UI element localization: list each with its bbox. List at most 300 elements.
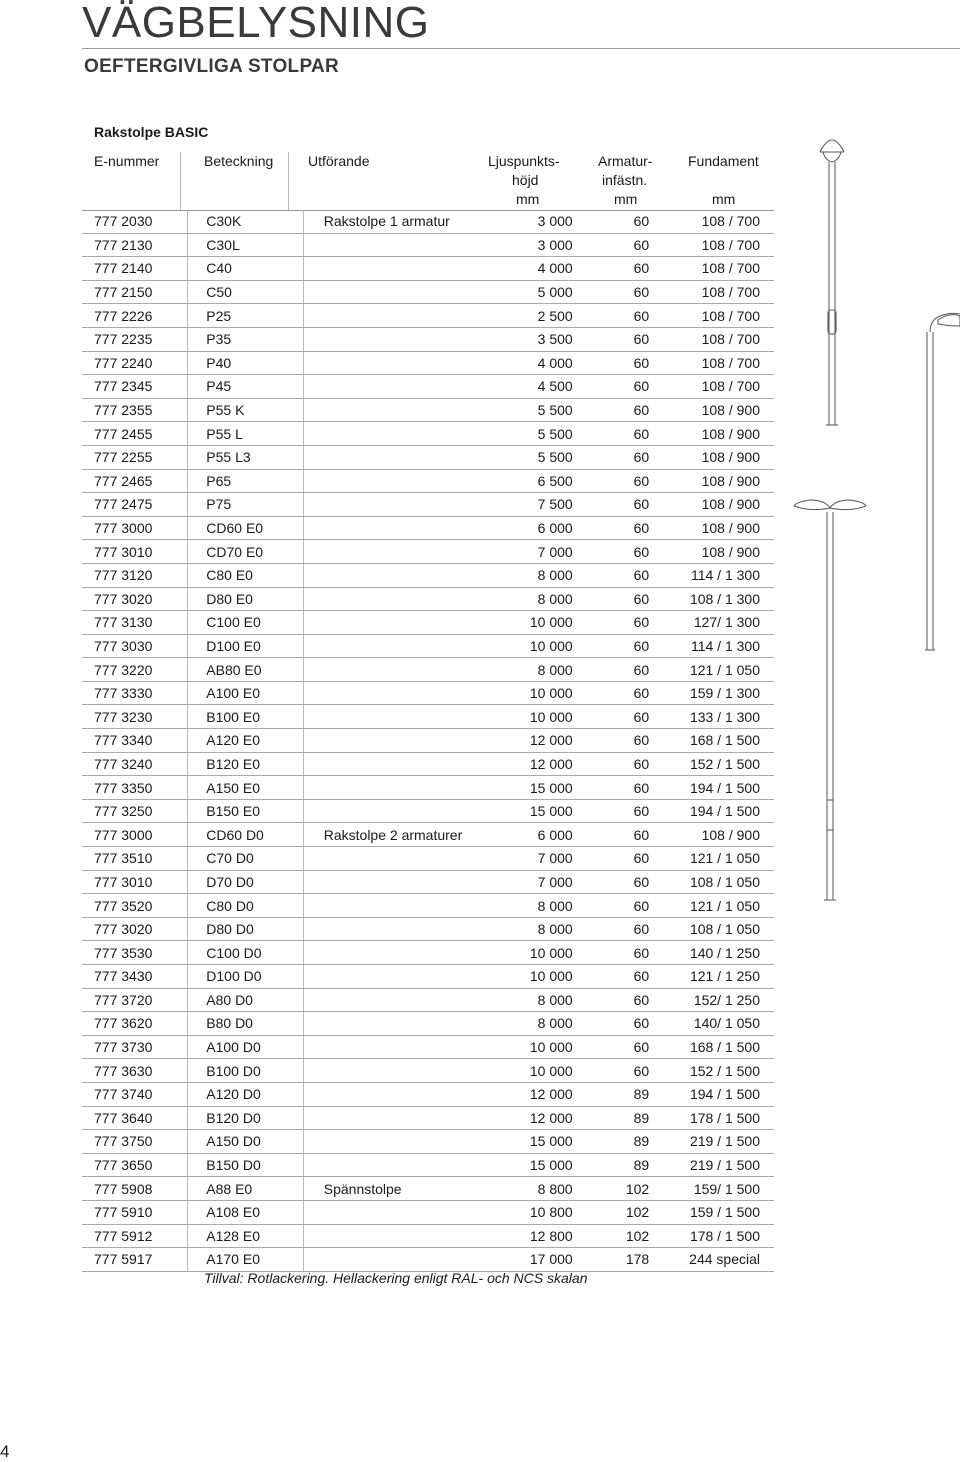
- cell-armaturinfastning: 60: [587, 257, 689, 281]
- cell-fundament: 108 / 700: [689, 257, 774, 281]
- cell-enummer: 777 3430: [82, 965, 188, 989]
- cell-fundament: 108 / 900: [689, 493, 774, 517]
- cell-utforande: [303, 493, 497, 517]
- cell-beteckning: A128 E0: [188, 1224, 303, 1248]
- cell-fundament: 108 / 900: [689, 516, 774, 540]
- cell-ljuspunktshojd: 10 000: [497, 1035, 587, 1059]
- cell-beteckning: C30L: [188, 233, 303, 257]
- cell-ljuspunktshojd: 10 800: [497, 1200, 587, 1224]
- cell-enummer: 777 2255: [82, 445, 188, 469]
- cell-utforande: [303, 965, 497, 989]
- cell-beteckning: P40: [188, 351, 303, 375]
- cell-beteckning: P65: [188, 469, 303, 493]
- cell-beteckning: D100 D0: [188, 965, 303, 989]
- cell-enummer: 777 3250: [82, 799, 188, 823]
- table-row: [82, 469, 774, 493]
- cell-fundament: 178 / 1 500: [689, 1224, 774, 1248]
- cell-ljuspunktshojd: 6 500: [497, 469, 587, 493]
- cell-utforande: [303, 1248, 497, 1272]
- cell-ljuspunktshojd: 5 500: [497, 422, 587, 446]
- cell-utforande: [303, 799, 497, 823]
- cell-fundament: 140/ 1 050: [689, 1012, 774, 1036]
- table-row: [82, 327, 774, 351]
- table-row: [82, 257, 774, 281]
- cell-armaturinfastning: 89: [587, 1153, 689, 1177]
- cell-utforande: [303, 729, 497, 753]
- header-armatur-unit: mm: [614, 191, 638, 207]
- cell-enummer: 777 3620: [82, 1012, 188, 1036]
- cell-beteckning: A150 E0: [188, 776, 303, 800]
- cell-beteckning: A80 D0: [188, 988, 303, 1012]
- cell-beteckning: P55 L: [188, 422, 303, 446]
- table-header: [82, 152, 774, 211]
- cell-ljuspunktshojd: 8 000: [497, 658, 587, 682]
- cell-utforande: [303, 540, 497, 564]
- cell-ljuspunktshojd: 8 000: [497, 587, 587, 611]
- cell-fundament: 108 / 700: [689, 280, 774, 304]
- table-row: [82, 705, 774, 729]
- cell-armaturinfastning: 60: [587, 375, 689, 399]
- header-divider: [180, 152, 181, 210]
- cell-fundament: 108 / 900: [689, 469, 774, 493]
- cell-fundament: 108 / 1 300: [689, 587, 774, 611]
- cell-utforande: [303, 988, 497, 1012]
- table-row: [82, 540, 774, 564]
- cell-armaturinfastning: 60: [587, 988, 689, 1012]
- cell-armaturinfastning: 89: [587, 1082, 689, 1106]
- cell-armaturinfastning: 60: [587, 823, 689, 847]
- cell-ljuspunktshojd: 10 000: [497, 634, 587, 658]
- cell-enummer: 777 3350: [82, 776, 188, 800]
- cell-fundament: 121 / 1 050: [689, 847, 774, 871]
- table-row: [82, 304, 774, 328]
- cell-ljuspunktshojd: 17 000: [497, 1248, 587, 1272]
- cell-enummer: 777 5917: [82, 1248, 188, 1272]
- cell-fundament: 108 / 900: [689, 398, 774, 422]
- cell-fundament: 121 / 1 050: [689, 894, 774, 918]
- table-row: [82, 233, 774, 257]
- cell-utforande: [303, 776, 497, 800]
- cell-beteckning: B150 E0: [188, 799, 303, 823]
- cell-utforande: [303, 847, 497, 871]
- cell-fundament: 108 / 700: [689, 375, 774, 399]
- cell-ljuspunktshojd: 7 000: [497, 540, 587, 564]
- cell-utforande: [303, 257, 497, 281]
- cell-beteckning: A100 D0: [188, 1035, 303, 1059]
- cell-enummer: 777 3000: [82, 823, 188, 847]
- cell-beteckning: B150 D0: [188, 1153, 303, 1177]
- cell-beteckning: B100 D0: [188, 1059, 303, 1083]
- cell-ljuspunktshojd: 3 500: [497, 327, 587, 351]
- cell-beteckning: B100 E0: [188, 705, 303, 729]
- cell-utforande: [303, 327, 497, 351]
- cell-armaturinfastning: 60: [587, 705, 689, 729]
- cell-armaturinfastning: 60: [587, 516, 689, 540]
- cell-utforande: [303, 1200, 497, 1224]
- header-ljuspunkt-line1: Ljuspunkts-: [488, 153, 560, 169]
- cell-enummer: 777 3120: [82, 563, 188, 587]
- table-row: [82, 1224, 774, 1248]
- cell-enummer: 777 3630: [82, 1059, 188, 1083]
- cell-armaturinfastning: 89: [587, 1106, 689, 1130]
- cell-ljuspunktshojd: 12 000: [497, 1106, 587, 1130]
- cell-ljuspunktshojd: 8 000: [497, 1012, 587, 1036]
- cell-enummer: 777 3510: [82, 847, 188, 871]
- cell-enummer: 777 3330: [82, 681, 188, 705]
- table-row: [82, 1153, 774, 1177]
- cell-fundament: 108 / 700: [689, 304, 774, 328]
- page-title: VÄGBELYSNING: [82, 0, 430, 47]
- table-row: [82, 422, 774, 446]
- pole-single-globe-icon: [820, 140, 844, 425]
- cell-beteckning: AB80 E0: [188, 658, 303, 682]
- cell-beteckning: C70 D0: [188, 847, 303, 871]
- cell-fundament: 108 / 1 050: [689, 870, 774, 894]
- table-row: [82, 351, 774, 375]
- cell-utforande: Rakstolpe 1 armatur: [303, 210, 497, 233]
- cell-enummer: 777 3720: [82, 988, 188, 1012]
- cell-utforande: [303, 1012, 497, 1036]
- cell-enummer: 777 3530: [82, 941, 188, 965]
- cell-utforande: [303, 870, 497, 894]
- cell-armaturinfastning: 102: [587, 1177, 689, 1201]
- cell-armaturinfastning: 178: [587, 1248, 689, 1272]
- table-row: [82, 847, 774, 871]
- cell-ljuspunktshojd: 10 000: [497, 705, 587, 729]
- table-row: [82, 752, 774, 776]
- cell-fundament: 121 / 1 250: [689, 965, 774, 989]
- table-row: [82, 493, 774, 517]
- table-row: [82, 634, 774, 658]
- cell-armaturinfastning: 60: [587, 1012, 689, 1036]
- cell-armaturinfastning: 60: [587, 752, 689, 776]
- cell-fundament: 194 / 1 500: [689, 776, 774, 800]
- page-number: 4: [0, 1442, 10, 1461]
- page-subtitle: OEFTERGIVLIGA STOLPAR: [84, 56, 340, 77]
- cell-enummer: 777 2030: [82, 210, 188, 233]
- cell-enummer: 777 2455: [82, 422, 188, 446]
- cell-beteckning: C30K: [188, 210, 303, 233]
- cell-enummer: 777 3520: [82, 894, 188, 918]
- cell-utforande: [303, 587, 497, 611]
- cell-ljuspunktshojd: 8 000: [497, 917, 587, 941]
- cell-fundament: 121 / 1 050: [689, 658, 774, 682]
- cell-utforande: [303, 445, 497, 469]
- cell-enummer: 777 5908: [82, 1177, 188, 1201]
- cell-beteckning: C50: [188, 280, 303, 304]
- cell-beteckning: P75: [188, 493, 303, 517]
- cell-utforande: [303, 469, 497, 493]
- header-ljuspunkt-line2: höjd: [512, 172, 539, 188]
- cell-armaturinfastning: 60: [587, 304, 689, 328]
- cell-utforande: [303, 233, 497, 257]
- cell-fundament: 108 / 900: [689, 823, 774, 847]
- table-row: [82, 1177, 774, 1201]
- product-table: [82, 210, 774, 1272]
- cell-enummer: 777 2355: [82, 398, 188, 422]
- table-row: [82, 1059, 774, 1083]
- cell-armaturinfastning: 60: [587, 233, 689, 257]
- cell-beteckning: D80 E0: [188, 587, 303, 611]
- cell-ljuspunktshojd: 10 000: [497, 611, 587, 635]
- cell-ljuspunktshojd: 7 000: [497, 870, 587, 894]
- table-row: [82, 445, 774, 469]
- header-beteckning: Beteckning: [204, 153, 274, 169]
- cell-utforande: [303, 752, 497, 776]
- table-row: [82, 917, 774, 941]
- header-armatur-line1: Armatur-: [598, 153, 653, 169]
- cell-enummer: 777 2140: [82, 257, 188, 281]
- pole-single-bracket-icon: [925, 313, 960, 650]
- cell-enummer: 777 3750: [82, 1130, 188, 1154]
- cell-utforande: [303, 398, 497, 422]
- table-row: [82, 563, 774, 587]
- cell-enummer: 777 2465: [82, 469, 188, 493]
- cell-armaturinfastning: 102: [587, 1224, 689, 1248]
- cell-ljuspunktshojd: 3 000: [497, 233, 587, 257]
- table-row: [82, 1200, 774, 1224]
- cell-utforande: [303, 1130, 497, 1154]
- cell-enummer: 777 2475: [82, 493, 188, 517]
- cell-utforande: [303, 1082, 497, 1106]
- cell-enummer: 777 3650: [82, 1153, 188, 1177]
- cell-armaturinfastning: 60: [587, 398, 689, 422]
- cell-fundament: 178 / 1 500: [689, 1106, 774, 1130]
- cell-enummer: 777 3010: [82, 870, 188, 894]
- cell-fundament: 168 / 1 500: [689, 729, 774, 753]
- cell-beteckning: B80 D0: [188, 1012, 303, 1036]
- cell-utforande: [303, 563, 497, 587]
- cell-utforande: [303, 351, 497, 375]
- table-row: [82, 375, 774, 399]
- cell-armaturinfastning: 60: [587, 563, 689, 587]
- cell-beteckning: CD60 E0: [188, 516, 303, 540]
- cell-fundament: 114 / 1 300: [689, 563, 774, 587]
- cell-beteckning: C80 E0: [188, 563, 303, 587]
- cell-armaturinfastning: 60: [587, 351, 689, 375]
- cell-ljuspunktshojd: 10 000: [497, 965, 587, 989]
- cell-armaturinfastning: 60: [587, 1059, 689, 1083]
- cell-utforande: [303, 1035, 497, 1059]
- table-row: [82, 1248, 774, 1272]
- cell-utforande: [303, 1059, 497, 1083]
- cell-beteckning: A120 E0: [188, 729, 303, 753]
- cell-beteckning: D80 D0: [188, 917, 303, 941]
- cell-fundament: 152 / 1 500: [689, 752, 774, 776]
- cell-ljuspunktshojd: 8 800: [497, 1177, 587, 1201]
- cell-ljuspunktshojd: 8 000: [497, 894, 587, 918]
- cell-enummer: 777 3640: [82, 1106, 188, 1130]
- cell-beteckning: A88 E0: [188, 1177, 303, 1201]
- table-row: [82, 1130, 774, 1154]
- cell-ljuspunktshojd: 15 000: [497, 776, 587, 800]
- cell-utforande: [303, 280, 497, 304]
- table-row: [82, 823, 774, 847]
- cell-fundament: 108 / 900: [689, 422, 774, 446]
- cell-ljuspunktshojd: 7 000: [497, 847, 587, 871]
- cell-ljuspunktshojd: 12 000: [497, 729, 587, 753]
- table-row: [82, 870, 774, 894]
- cell-ljuspunktshojd: 7 500: [497, 493, 587, 517]
- cell-armaturinfastning: 60: [587, 280, 689, 304]
- cell-beteckning: A120 D0: [188, 1082, 303, 1106]
- cell-ljuspunktshojd: 4 000: [497, 257, 587, 281]
- cell-utforande: [303, 1106, 497, 1130]
- header-armatur-line2: infästn.: [602, 172, 648, 188]
- cell-utforande: [303, 1153, 497, 1177]
- cell-armaturinfastning: 102: [587, 1200, 689, 1224]
- cell-beteckning: P45: [188, 375, 303, 399]
- cell-fundament: 108 / 700: [689, 210, 774, 233]
- cell-ljuspunktshojd: 6 000: [497, 823, 587, 847]
- cell-ljuspunktshojd: 3 000: [497, 210, 587, 233]
- cell-utforande: Spännstolpe: [303, 1177, 497, 1201]
- cell-armaturinfastning: 60: [587, 965, 689, 989]
- header-utforande: Utförande: [308, 153, 370, 169]
- cell-enummer: 777 2226: [82, 304, 188, 328]
- table-row: [82, 1012, 774, 1036]
- cell-utforande: Rakstolpe 2 armaturer: [303, 823, 497, 847]
- cell-enummer: 777 3020: [82, 587, 188, 611]
- cell-enummer: 777 2235: [82, 327, 188, 351]
- cell-armaturinfastning: 60: [587, 210, 689, 233]
- cell-utforande: [303, 917, 497, 941]
- table-row: [82, 799, 774, 823]
- cell-beteckning: A170 E0: [188, 1248, 303, 1272]
- cell-beteckning: A108 E0: [188, 1200, 303, 1224]
- cell-armaturinfastning: 60: [587, 634, 689, 658]
- cell-beteckning: P35: [188, 327, 303, 351]
- table-row: [82, 587, 774, 611]
- cell-fundament: 108 / 700: [689, 351, 774, 375]
- title-rule: [82, 48, 960, 49]
- cell-beteckning: P55 L3: [188, 445, 303, 469]
- cell-beteckning: A100 E0: [188, 681, 303, 705]
- header-fundament-unit: mm: [712, 191, 736, 207]
- cell-enummer: 777 3240: [82, 752, 188, 776]
- cell-fundament: 108 / 700: [689, 327, 774, 351]
- table-row: [82, 681, 774, 705]
- table-row: [82, 516, 774, 540]
- cell-fundament: 152/ 1 250: [689, 988, 774, 1012]
- cell-fundament: 159 / 1 500: [689, 1200, 774, 1224]
- cell-beteckning: B120 D0: [188, 1106, 303, 1130]
- cell-armaturinfastning: 60: [587, 422, 689, 446]
- cell-ljuspunktshojd: 4 000: [497, 351, 587, 375]
- cell-ljuspunktshojd: 12 800: [497, 1224, 587, 1248]
- header-enummer: E-nummer: [94, 153, 160, 169]
- cell-ljuspunktshojd: 10 000: [497, 1059, 587, 1083]
- cell-armaturinfastning: 60: [587, 658, 689, 682]
- cell-enummer: 777 2130: [82, 233, 188, 257]
- cell-ljuspunktshojd: 8 000: [497, 563, 587, 587]
- cell-enummer: 777 2345: [82, 375, 188, 399]
- cell-enummer: 777 3740: [82, 1082, 188, 1106]
- cell-beteckning: D70 D0: [188, 870, 303, 894]
- cell-utforande: [303, 894, 497, 918]
- table-row: [82, 1035, 774, 1059]
- cell-utforande: [303, 1224, 497, 1248]
- cell-enummer: 777 3020: [82, 917, 188, 941]
- section-title: Rakstolpe BASIC: [94, 124, 209, 140]
- cell-utforande: [303, 375, 497, 399]
- cell-armaturinfastning: 89: [587, 1130, 689, 1154]
- table-row: [82, 729, 774, 753]
- table-row: [82, 658, 774, 682]
- options-note: Tillval: Rotlackering. Hellackering enligt RAL- och NCS skalan: [204, 1270, 588, 1286]
- cell-enummer: 777 3220: [82, 658, 188, 682]
- cell-fundament: 219 / 1 500: [689, 1153, 774, 1177]
- cell-beteckning: C40: [188, 257, 303, 281]
- cell-fundament: 152 / 1 500: [689, 1059, 774, 1083]
- cell-beteckning: C100 D0: [188, 941, 303, 965]
- cell-beteckning: D100 E0: [188, 634, 303, 658]
- cell-beteckning: P55 K: [188, 398, 303, 422]
- cell-enummer: 777 3030: [82, 634, 188, 658]
- cell-fundament: 194 / 1 500: [689, 799, 774, 823]
- cell-armaturinfastning: 60: [587, 894, 689, 918]
- header-fundament: Fundament: [688, 153, 759, 169]
- cell-ljuspunktshojd: 5 500: [497, 398, 587, 422]
- cell-armaturinfastning: 60: [587, 469, 689, 493]
- cell-fundament: 133 / 1 300: [689, 705, 774, 729]
- cell-fundament: 244 special: [689, 1248, 774, 1272]
- cell-armaturinfastning: 60: [587, 847, 689, 871]
- cell-enummer: 777 3010: [82, 540, 188, 564]
- cell-ljuspunktshojd: 10 000: [497, 941, 587, 965]
- cell-fundament: 127/ 1 300: [689, 611, 774, 635]
- cell-beteckning: CD70 E0: [188, 540, 303, 564]
- cell-utforande: [303, 304, 497, 328]
- cell-armaturinfastning: 60: [587, 681, 689, 705]
- cell-ljuspunktshojd: 12 000: [497, 1082, 587, 1106]
- cell-armaturinfastning: 60: [587, 729, 689, 753]
- cell-fundament: 159/ 1 500: [689, 1177, 774, 1201]
- cell-enummer: 777 3000: [82, 516, 188, 540]
- table-row: [82, 988, 774, 1012]
- table-row: [82, 210, 774, 233]
- cell-ljuspunktshojd: 15 000: [497, 799, 587, 823]
- cell-beteckning: C80 D0: [188, 894, 303, 918]
- cell-enummer: 777 3340: [82, 729, 188, 753]
- header-divider: [288, 152, 289, 210]
- cell-fundament: 168 / 1 500: [689, 1035, 774, 1059]
- cell-utforande: [303, 422, 497, 446]
- pole-illustrations: [780, 120, 960, 920]
- cell-armaturinfastning: 60: [587, 799, 689, 823]
- cell-ljuspunktshojd: 8 000: [497, 988, 587, 1012]
- cell-beteckning: C100 E0: [188, 611, 303, 635]
- cell-enummer: 777 3230: [82, 705, 188, 729]
- cell-ljuspunktshojd: 15 000: [497, 1153, 587, 1177]
- cell-fundament: 108 / 900: [689, 540, 774, 564]
- cell-armaturinfastning: 60: [587, 917, 689, 941]
- cell-beteckning: CD60 D0: [188, 823, 303, 847]
- table-row: [82, 1106, 774, 1130]
- cell-enummer: 777 5910: [82, 1200, 188, 1224]
- cell-utforande: [303, 681, 497, 705]
- cell-ljuspunktshojd: 10 000: [497, 681, 587, 705]
- cell-armaturinfastning: 60: [587, 327, 689, 351]
- table-row: [82, 611, 774, 635]
- table-row: [82, 398, 774, 422]
- cell-enummer: 777 2240: [82, 351, 188, 375]
- cell-armaturinfastning: 60: [587, 776, 689, 800]
- cell-beteckning: B120 E0: [188, 752, 303, 776]
- cell-beteckning: P25: [188, 304, 303, 328]
- cell-armaturinfastning: 60: [587, 493, 689, 517]
- cell-utforande: [303, 705, 497, 729]
